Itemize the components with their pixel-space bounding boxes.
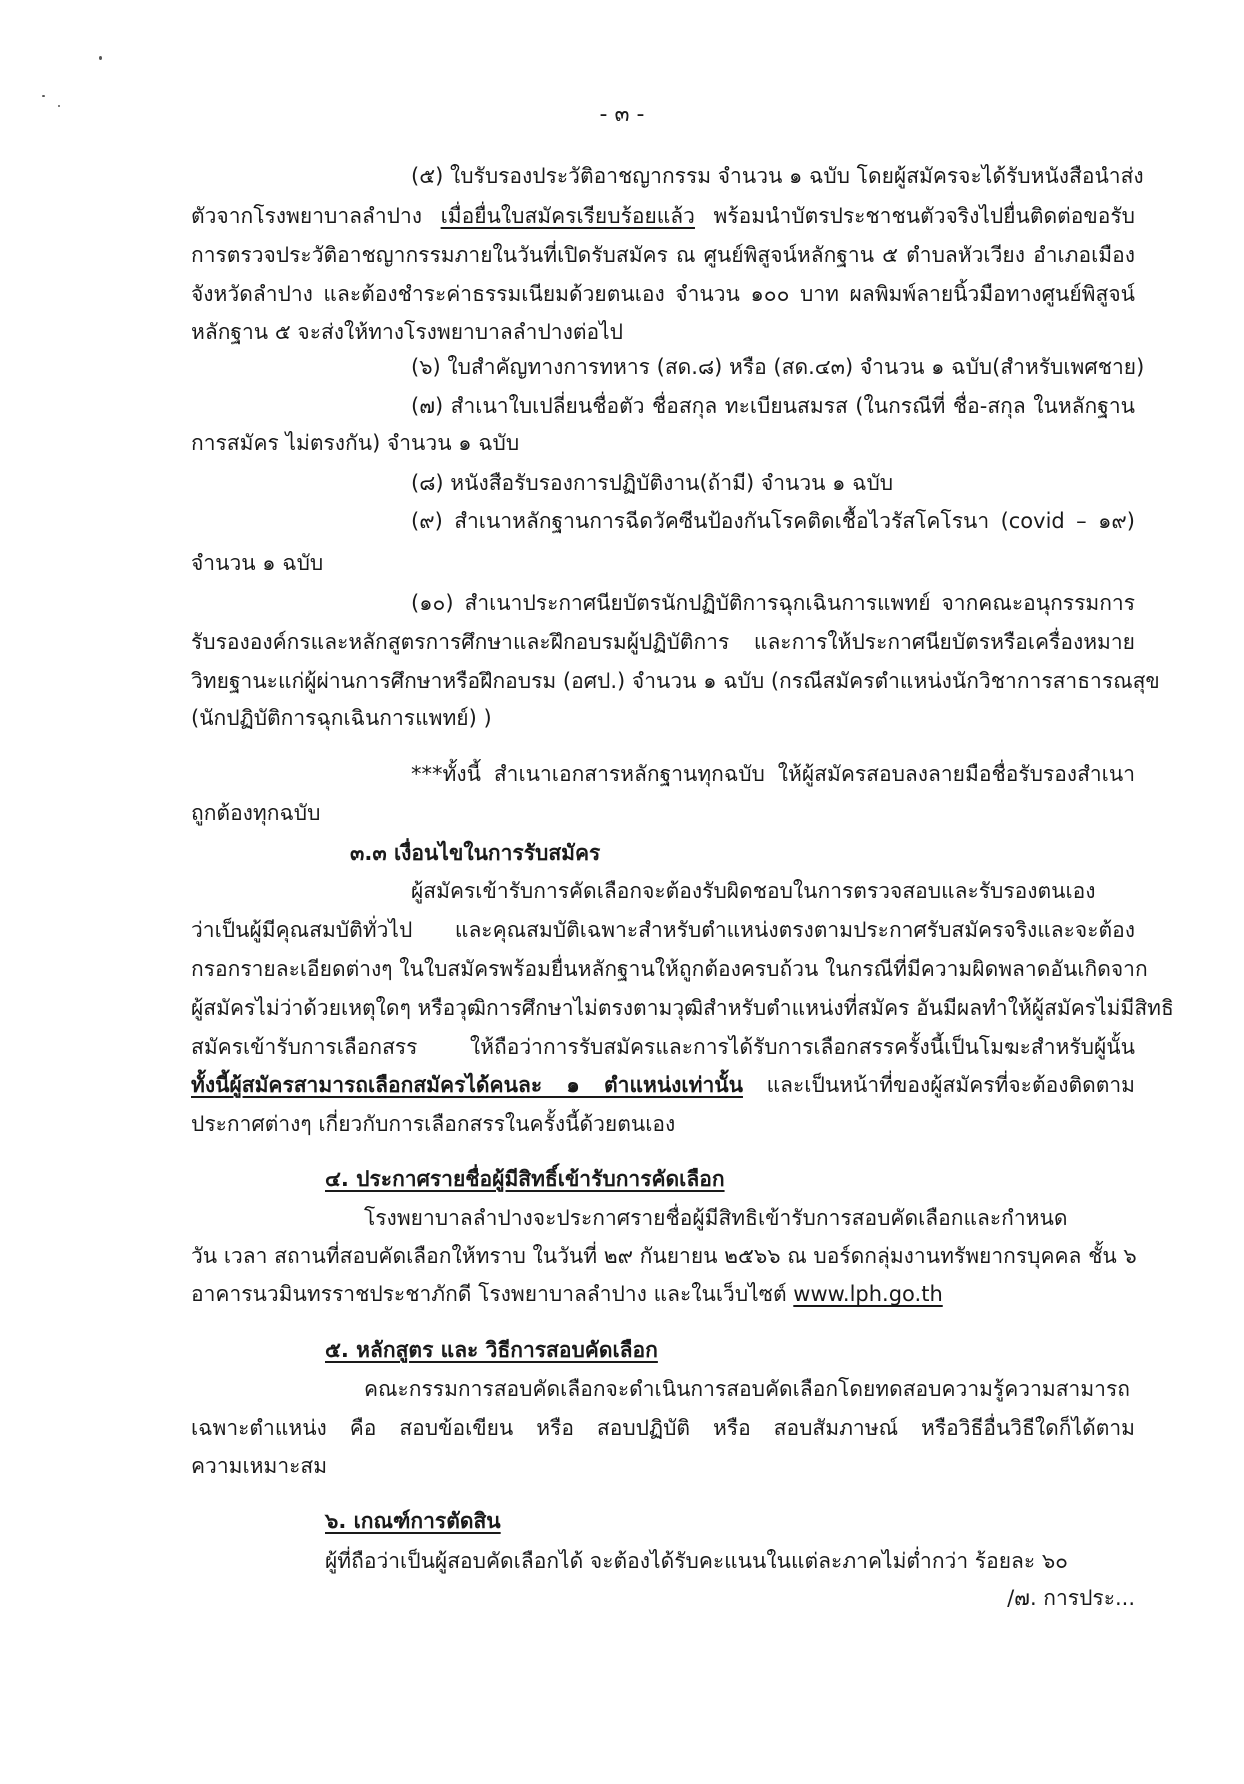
section-3-3-line-4: ผู้สมัครไม่ว่าด้วยเหตุใดๆ หรือวุฒิการศึกษาไม่ตรงตามวุฒิสำหรับตำแหน่งที่สมัคร อันมีผลทำให้ผู้สมัครไม่มีสิทธิ xyxy=(191,996,1174,1020)
item-10-line-3: วิทยฐานะแก่ผู้ผ่านการศึกษาหรือฝึกอบรม (อศป.) จำนวน ๑ ฉบับ (กรณีสมัครตำแหน่งนักวิชาการสาธารณสุข xyxy=(191,669,1160,693)
section-3-3-line-5: สมัครเข้ารับการเลือกสรร ให้ถือว่าการรับสมัครและการได้รับการเลือกสรรครั้งนี้เป็นโมฆะสำหรับผู้นั้น xyxy=(191,1035,1135,1059)
item-5-line-2 xyxy=(191,200,1135,232)
item-5-line-1: (๕) ใบรับรองประวัติอาชญากรรม จำนวน ๑ ฉบับ โดยผู้สมัครจะได้รับหนังสือนำส่ง xyxy=(411,164,1144,188)
item-9-line-2: จำนวน ๑ ฉบับ xyxy=(191,551,324,575)
section-3-3-heading: ๓.๓ เงื่อนไขในการรับสมัคร xyxy=(350,841,601,865)
section-3-3-line-7: ประกาศต่างๆ เกี่ยวกับการเลือกสรรในครั้งนี้ด้วยตนเอง xyxy=(191,1112,676,1136)
item-5-line-4: จังหวัดลำปาง และต้องชำระค่าธรรมเนียมด้วยตนเอง จำนวน ๑๐๐ บาท ผลพิมพ์ลายนิ้วมือทางศูนย์พิสูจน์ xyxy=(191,282,1135,306)
item-5-line-5: หลักฐาน ๕ จะส่งให้ทางโรงพยาบาลลำปางต่อไป xyxy=(191,320,623,344)
item-10-line-4: (นักปฏิบัติการฉุกเฉินการแพทย์) ) xyxy=(191,706,492,730)
section-4-line-3 xyxy=(191,1278,943,1310)
section-3-3-line-3: กรอกรายละเอียดต่างๆ ในใบสมัครพร้อมยื่นหลักฐานให้ถูกต้องครบถ้วน ในกรณีที่มีความผิดพลาดอันเกิดจาก xyxy=(191,957,1148,981)
section-5-heading: ๕. หลักสูตร และ วิธีการสอบคัดเลือก xyxy=(325,1338,658,1362)
item-7-line-1: (๗) สำเนาใบเปลี่ยนชื่อตัว ชื่อสกุล ทะเบียนสมรส (ในกรณีที่ ชื่อ-สกุล ในหลักฐาน xyxy=(411,394,1135,418)
page-number: - ๓ - xyxy=(599,102,645,127)
item-6-line-1: (๖) ใบสำคัญทางการทหาร (สด.๘) หรือ (สด.๔๓) จำนวน ๑ ฉบับ(สำหรับเพศชาย) xyxy=(411,355,1145,379)
section-6-heading: ๖. เกณฑ์การตัดสิน xyxy=(325,1509,501,1533)
section-3-3-line-1: ผู้สมัครเข้ารับการคัดเลือกจะต้องรับผิดชอบในการตรวจสอบและรับรองตนเอง xyxy=(411,879,1096,903)
section-5-line-1: คณะกรรมการสอบคัดเลือกจะดำเนินการสอบคัดเลือกโดยทดสอบความรู้ความสามารถ xyxy=(364,1377,1130,1401)
item-10-line-2: รับรององค์กรและหลักสูตรการศึกษาและฝึกอบรมผู้ปฏิบัติการ และการให้ประกาศนียบัตรหรือเครื่องหมาย xyxy=(191,630,1135,654)
item-9-line-1: (๙) สำเนาหลักฐานการฉีดวัคซีนป้องกันโรคติดเชื้อไวรัสโคโรนา (covid – ๑๙) xyxy=(411,509,1135,533)
note-line-1: ***ทั้งนี้ สำเนาเอกสารหลักฐานทุกฉบับ ให้ผู้สมัครสอบลงลายมือชื่อรับรองสำเนา xyxy=(411,762,1135,786)
section-5-line-3: ความเหมาะสม xyxy=(191,1454,328,1478)
section-3-3-line-6 xyxy=(191,1069,1135,1101)
item-5-line-2-post: พร้อมนำบัตรประชาชนตัวจริงไปยื่นติดต่อขอรับ xyxy=(694,204,1135,228)
scan-speck xyxy=(42,95,45,97)
section-3-3-line-6-post: และเป็นหน้าที่ของผู้สมัครที่จะต้องติดตาม xyxy=(742,1073,1135,1097)
item-8-line-1: (๘) หนังสือรับรองการปฏิบัติงาน(ถ้ามี) จำนวน ๑ ฉบับ xyxy=(411,471,894,495)
section-3-3-underlined: ทั้งนี้ผู้สมัครสามารถเลือกสมัครได้คนละ ๑ ตำแหน่งเท่านั้น xyxy=(191,1073,743,1097)
item-7-line-2: การสมัคร ไม่ตรงกัน) จำนวน ๑ ฉบับ xyxy=(191,431,520,455)
section-4-line-3-pre: อาคารนวมินทรราชประชาภักดี โรงพยาบาลลำปาง และในเว็บไซต์ xyxy=(191,1282,794,1306)
scan-speck xyxy=(58,105,60,107)
continuation-note: /๗. การประ... xyxy=(1007,1586,1135,1610)
scan-speck xyxy=(99,56,102,60)
website-link[interactable]: www.lph.go.th xyxy=(793,1282,943,1306)
note-line-2: ถูกต้องทุกฉบับ xyxy=(191,801,321,825)
section-3-3-line-2: ว่าเป็นผู้มีคุณสมบัติทั่วไป และคุณสมบัติเฉพาะสำหรับตำแหน่งตรงตามประกาศรับสมัครจริงและจะต้อง xyxy=(191,918,1135,942)
section-4-heading: ๔. ประกาศรายชื่อผู้มีสิทธิ์เข้ารับการคัดเลือก xyxy=(325,1167,725,1191)
section-6-line-1: ผู้ที่ถือว่าเป็นผู้สอบคัดเลือกได้ จะต้องได้รับคะแนนในแต่ละภาคไม่ต่ำกว่า ร้อยละ ๖๐ xyxy=(325,1549,1068,1573)
section-5-line-2: เฉพาะตำแหน่ง คือ สอบข้อเขียน หรือ สอบปฏิบัติ หรือ สอบสัมภาษณ์ หรือวิธีอื่นวิธีใดก็ได้ตาม xyxy=(191,1416,1135,1440)
item-5-line-3: การตรวจประวัติอาชญากรรมภายในวันที่เปิดรับสมัคร ณ ศูนย์พิสูจน์หลักฐาน ๕ ตำบลหัวเวียง อำเภอเมือง xyxy=(191,243,1135,267)
item-5-underlined: เมื่อยื่นใบสมัครเรียบร้อยแล้ว xyxy=(440,204,695,228)
item-10-line-1: (๑๐) สำเนาประกาศนียบัตรนักปฏิบัติการฉุกเฉินการแพทย์ จากคณะอนุกรรมการ xyxy=(411,591,1135,615)
section-4-line-1: โรงพยาบาลลำปางจะประกาศรายชื่อผู้มีสิทธิเข้ารับการสอบคัดเลือกและกำหนด xyxy=(364,1206,1068,1230)
section-4-line-2: วัน เวลา สถานที่สอบคัดเลือกให้ทราบ ในวันที่ ๒๙ กันยายน ๒๕๖๖ ณ บอร์ดกลุ่มงานทรัพยากรบุคคล ชั้น ๖ xyxy=(191,1244,1137,1268)
item-5-line-2-pre: ตัวจากโรงพยาบาลลำปาง xyxy=(191,204,441,228)
